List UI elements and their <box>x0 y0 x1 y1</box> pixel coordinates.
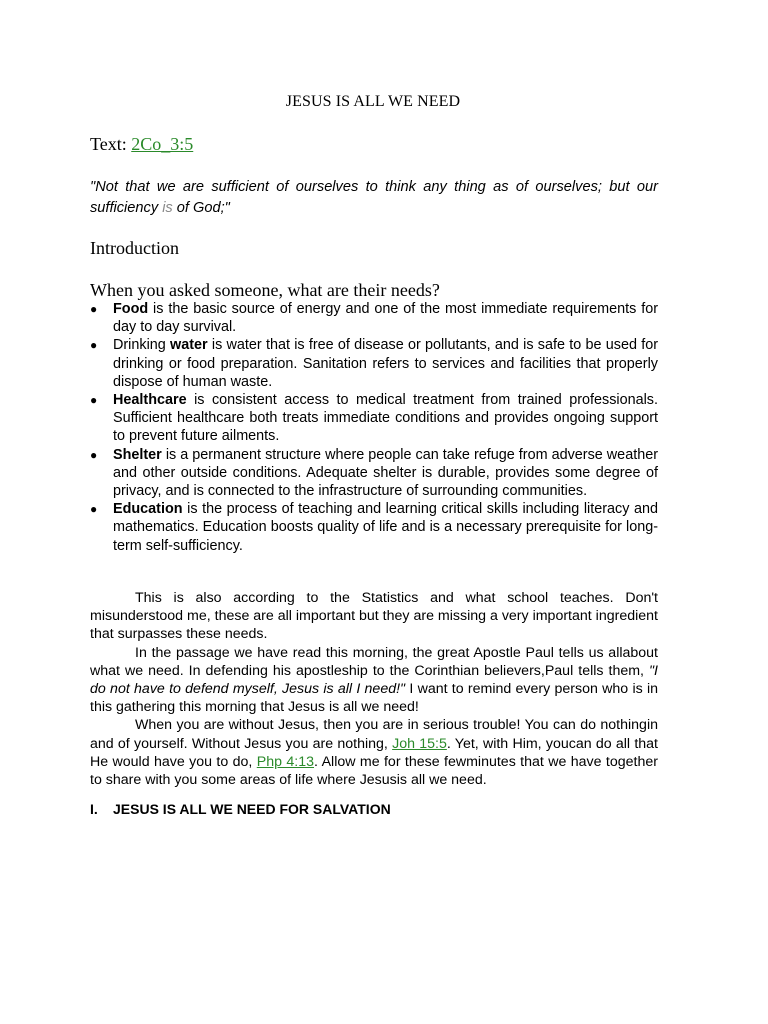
paragraph-without-jesus <box>90 716 658 789</box>
page-title: JESUS IS ALL WE NEED <box>285 93 461 110</box>
section-title: JESUS IS ALL WE NEED FOR SALVATION <box>113 801 391 817</box>
quote-text-part1: Not that we are sufficient of ourselves to think any thing as of ourselves; but our sufficiency <box>90 179 658 216</box>
list-item <box>90 300 658 336</box>
need-term: Education <box>113 501 183 518</box>
need-description: is consistent access to medical treatment from trained professionals. Sufficient healthcare both treats immediate conditions and provides ongoing support to prevent future ailments. <box>113 392 658 445</box>
paragraph-text: . Yet, with Him, youcan do all that He would have you to do, <box>90 735 658 770</box>
scripture-link-php[interactable]: Php 4:13 <box>256 753 315 770</box>
quote-open-mark: " <box>90 179 96 195</box>
list-item <box>90 336 658 391</box>
text-reference <box>90 134 193 155</box>
list-item <box>90 446 658 501</box>
need-term: Healthcare <box>113 392 187 409</box>
text-reference-label: Text: <box>90 134 127 154</box>
quote-is-word: is <box>162 199 173 216</box>
need-term: Shelter <box>113 446 162 463</box>
paragraph-text: . Allow me for these fewminutes that we have together to share with you some areas of life where Jesusis all we need. <box>90 753 658 789</box>
body-paragraphs <box>90 589 658 789</box>
need-term: Food <box>113 301 149 317</box>
paragraph-text: When you are without Jesus, then you are in serious trouble! You can do nothingin and of yourself. Without Jesus you are nothing, <box>90 717 658 752</box>
bullet-icon: ● <box>90 302 98 316</box>
needs-list <box>90 300 658 555</box>
quote-text-part2: of God; <box>172 199 225 216</box>
paragraph-text: I want to remind every person who is in this gathering this morning that Jesus is all we need! <box>90 681 658 716</box>
bullet-icon: ● <box>90 447 98 462</box>
paul-quote: "I do not have to defend myself, Jesus is all I need!" <box>90 662 658 698</box>
quote-close-mark: " <box>224 199 230 216</box>
need-description: is the process of teaching and learning critical skills including literacy and mathematics. Education boosts quality of life and is a necessary prerequisite for long-term self-sufficiency. <box>113 501 658 554</box>
need-prefix: Drinking <box>113 337 171 354</box>
bullet-icon: ● <box>90 502 98 517</box>
scripture-link-2co[interactable]: 2Co_3:5 <box>131 134 194 154</box>
bullet-icon: ● <box>90 393 98 408</box>
need-description: is water that is free of disease or pollutants, and is safe to be used for drinking or food preparation. Sanitation refers to services and facilities that properly dispose of human waste. <box>113 337 658 390</box>
section-number: I. <box>90 801 98 817</box>
paragraph-statistics: This is also according to the Statistics and what school teaches. Don't misunderstood me, these are all important but they are missing a very important ingredient that surpasses these needs. <box>90 590 658 643</box>
need-description: is the basic source of energy and one of the most immediate requirements for day to day survival. <box>113 301 658 336</box>
need-term: water <box>170 337 208 354</box>
needs-heading: When you asked someone, what are their needs? <box>90 280 440 300</box>
introduction-heading: Introduction <box>90 238 179 258</box>
list-item <box>90 391 658 446</box>
list-item <box>90 500 658 555</box>
paragraph-text: In the passage we have read this morning, the great Apostle Paul tells us allabout what we need. In defending his apostleship to the Corinthian believers,Paul tells them, <box>90 644 658 679</box>
paragraph-apostle-paul <box>90 644 658 717</box>
scripture-quote <box>90 177 658 218</box>
section-heading <box>90 801 391 817</box>
bullet-icon: ● <box>90 338 98 353</box>
scripture-link-joh[interactable]: Joh 15:5 <box>392 735 447 752</box>
need-description: is a permanent structure where people can take refuge from adverse weather and other outside conditions. Adequate shelter is durable, provides some degree of privacy, and is connected to the infrastructure of surrounding communities. <box>113 446 658 500</box>
